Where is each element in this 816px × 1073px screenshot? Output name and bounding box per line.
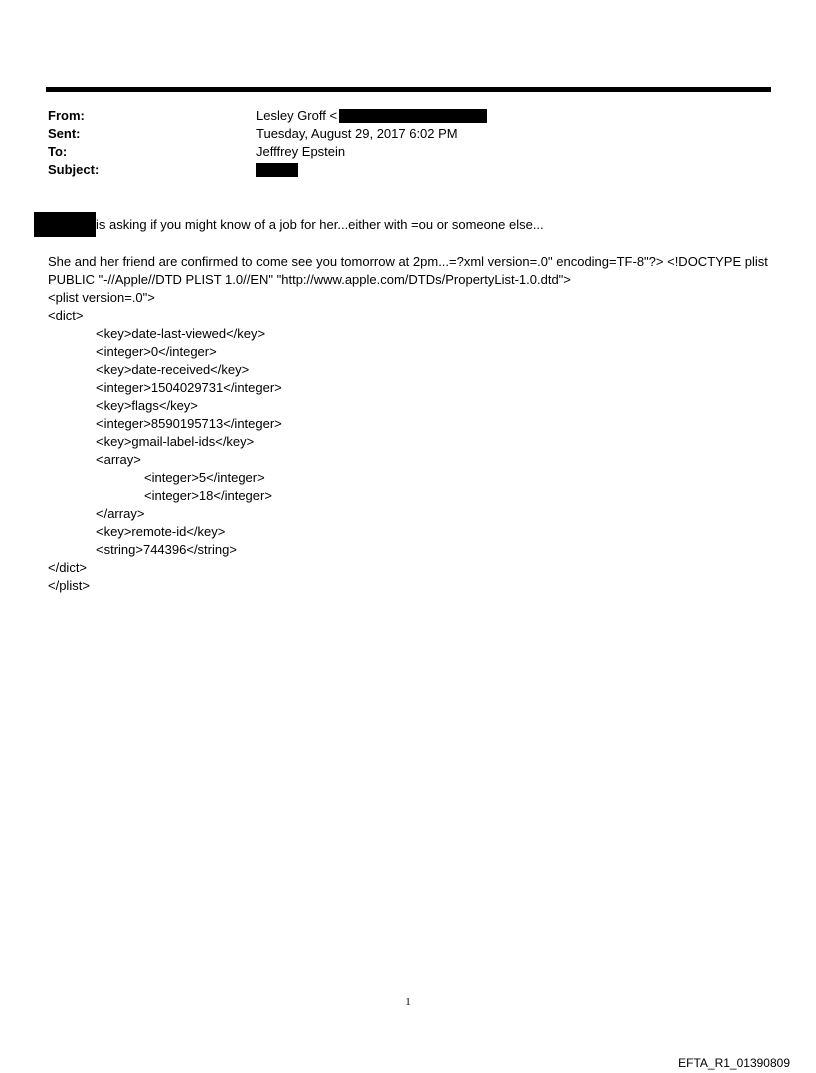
code-line: <key>gmail-label-ids</key> bbox=[96, 434, 255, 449]
code-line: <plist version=.0"> bbox=[48, 290, 155, 305]
page-number: 1 bbox=[405, 996, 411, 1008]
redacted-email bbox=[339, 109, 487, 123]
redacted-name bbox=[34, 212, 96, 237]
sent-value: Tuesday, August 29, 2017 6:02 PM bbox=[256, 126, 458, 141]
code-line: </plist> bbox=[48, 578, 90, 593]
subject-label: Subject: bbox=[48, 162, 100, 177]
intro-text: is asking if you might know of a job for her...either with =ou or someone else... bbox=[96, 216, 544, 232]
body-paragraph: She and her friend are confirmed to come see you tomorrow at 2pm...=?xml version=.0" encoding=TF-8"?> <!DOCTYPE plist PUBLIC "-//Apple//DTD PLIST 1.0//EN" "http://www.apple.com/DTDs/PropertyList-1.0.dtd"> bbox=[48, 254, 768, 287]
from-row bbox=[48, 107, 487, 125]
subject-row bbox=[48, 161, 487, 179]
intro-line bbox=[34, 212, 544, 237]
to-row bbox=[48, 143, 487, 161]
redacted-subject bbox=[256, 163, 298, 177]
code-line: <key>date-last-viewed</key> bbox=[96, 326, 266, 341]
to-label: To: bbox=[48, 144, 68, 159]
sent-label: Sent: bbox=[48, 126, 81, 141]
sent-row bbox=[48, 125, 487, 143]
code-line: <integer>5</integer> bbox=[144, 470, 265, 485]
code-line: <integer>0</integer> bbox=[96, 344, 217, 359]
code-line: <key>date-received</key> bbox=[96, 362, 250, 377]
code-line: </dict> bbox=[48, 560, 88, 575]
from-label: From: bbox=[48, 108, 85, 123]
header-divider bbox=[46, 87, 771, 92]
code-line: <integer>18</integer> bbox=[144, 488, 272, 503]
document-id: EFTA_R1_01390809 bbox=[678, 1056, 790, 1070]
code-line: <string>744396</string> bbox=[96, 542, 237, 557]
code-line: </array> bbox=[96, 506, 145, 521]
code-line: <integer>1504029731</integer> bbox=[96, 380, 282, 395]
email-header bbox=[48, 107, 487, 179]
code-line: <array> bbox=[96, 452, 141, 467]
code-line: <integer>8590195713</integer> bbox=[96, 416, 282, 431]
code-line: <key>remote-id</key> bbox=[96, 524, 226, 539]
email-body bbox=[48, 253, 776, 595]
to-value: Jefffrey Epstein bbox=[256, 144, 346, 159]
code-line: <dict> bbox=[48, 308, 84, 323]
from-value: Lesley Groff < bbox=[256, 108, 338, 123]
code-line: <key>flags</key> bbox=[96, 398, 198, 413]
